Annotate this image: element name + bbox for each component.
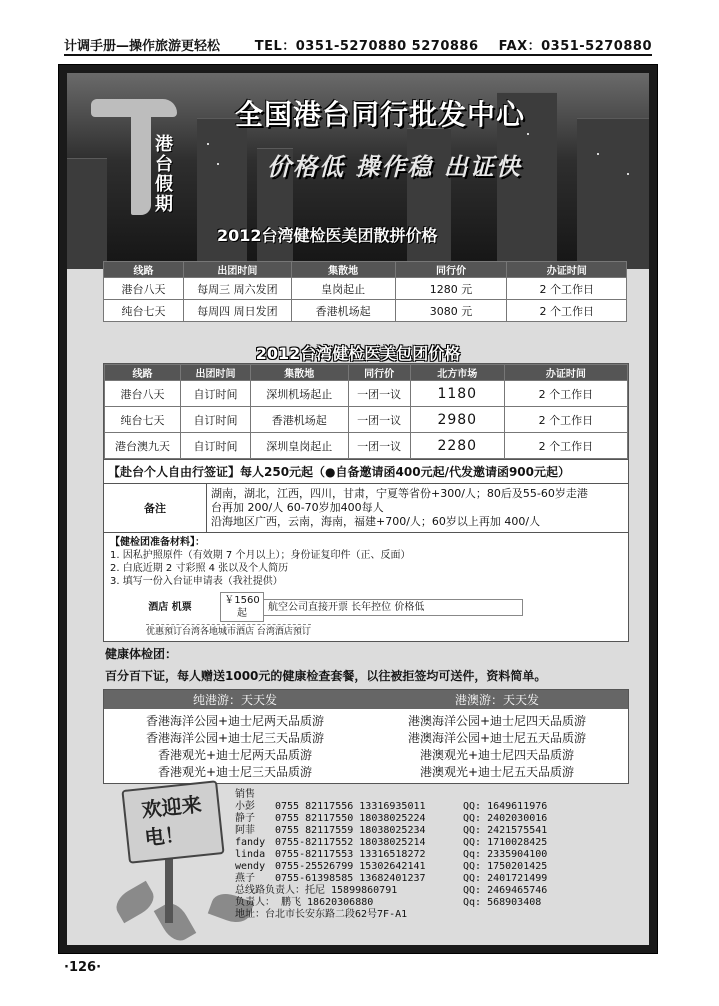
contact-phone: 0755-25526799 15302642141 [275,861,426,872]
header-tel: TEL：0351-5270880 5270886 [254,39,479,54]
table-cell: 自订时间 [180,407,250,433]
window-light [627,173,629,175]
sign-text: 欢迎来电！ [140,792,203,850]
hk-col2-title: 港澳游：天天发 [454,693,539,707]
materials-item: 1. 因私护照原件（有效期 7 个月以上）；身份证复印件（正、反面） [110,550,411,561]
list-item: 港澳观光+迪士尼四天品质游 [419,748,575,762]
materials-item: 2. 白底近期 2 寸彩照 4 张以及个人简历 [110,563,289,574]
section1-title: 2012台湾健检医美团散拼价格 [217,226,438,245]
boss-row [235,897,635,909]
contact-name: wendy [235,861,266,872]
table-cell: 2980 [410,407,504,433]
table-header-row [105,365,628,381]
list-item: 港澳海洋公园+迪士尼四天品质游 [407,714,587,728]
window-light [597,153,599,155]
hotel-price: ￥1560 起 [220,592,264,622]
table-cell: 3080 元 [395,300,507,322]
exam-heading: 健康体检团： [105,647,178,661]
private-group-box [103,363,629,642]
materials-item: 3. 填写一份入台证申请表（我社提供） [110,576,283,587]
contact-row [235,813,635,825]
contact-qq: QQ: 2402030016 [463,813,548,824]
address-row [235,909,635,921]
contact-name: 燕子 [235,873,255,884]
remark-row [104,483,628,532]
skyline-building [197,118,247,269]
contact-name: 阿菲 [235,825,255,836]
contacts-heading: 销售 [235,789,255,800]
contact-name: fandy [235,837,266,848]
table-cell: 1180 [410,381,504,407]
remark-line: 湖南，湖北，江西，四川，甘肃，宁夏等省份+300/人；80后及55-60岁走港 [211,487,588,500]
table-cell: 深圳机场起止 [250,381,348,407]
table-cell: 纯台七天 [105,407,181,433]
manager-qq: QQ: 2469465746 [463,885,548,896]
hk-tour-list [104,713,366,781]
hk-tours-box [103,689,629,784]
contact-qq: QQ: 1750201425 [463,861,548,872]
ad-frame [58,64,658,954]
column-header: 办证时间 [507,262,627,278]
hotel-ticket-row [120,592,622,622]
contact-row [235,837,635,849]
window-light [217,163,219,165]
contact-qq: Qq: 2335904100 [463,849,548,860]
remark-label: 备注 [104,484,207,532]
column-header: 线路 [104,262,184,278]
logo-t-stem [131,111,151,215]
address: 地址：台北市长安东路二段62号7F-A1 [235,909,408,920]
contact-phone: 0755 82117556 13316935011 [275,801,426,812]
column-header: 出团时间 [180,365,250,381]
contact-phone: 0755-61398585 13682401237 [275,873,426,884]
contact-name: 小彭 [235,801,255,812]
contact-phone: 0755-82117552 18038025214 [275,837,426,848]
contact-name: 静子 [235,813,255,824]
window-light [207,143,209,145]
contacts-heading-row [235,789,635,801]
table-row [104,300,627,322]
table-cell: 每周三 周六发团 [184,278,292,300]
hotel-label: 酒店 机票 [148,601,192,613]
hk-tours-header [104,690,628,709]
table-cell: 每周四 周日发团 [184,300,292,322]
section2-title: 2012台湾健检医美包团价格 [255,344,461,363]
table-cell: 港台八天 [104,278,184,300]
private-group-table [104,364,628,459]
remark-line: 台再加 200/人 60-70岁加400每人 [211,501,384,514]
window-light [527,133,529,135]
table-row [105,433,628,459]
column-header: 集散地 [291,262,395,278]
materials-heading: 【健检团准备材料】： [110,537,205,548]
table-cell: 2280 [410,433,504,459]
table-cell: 港台八天 [105,381,181,407]
hero-slogan: 价格低 操作稳 出证快 [267,153,522,181]
table-cell: 香港机场起 [250,407,348,433]
remark-text [207,484,628,532]
table-row [105,407,628,433]
hk-tours-lists [104,709,628,783]
ad-panel [67,73,649,945]
leaf-icon [111,881,159,924]
contact-row [235,849,635,861]
column-header: 办证时间 [504,365,627,381]
table-header-row [104,262,627,278]
sales-contacts [235,789,635,921]
list-item: 香港观光+迪士尼三天品质游 [157,765,313,779]
table-cell: 2 个工作日 [504,433,627,459]
table-row [104,278,627,300]
table-cell: 1280 元 [395,278,507,300]
table-cell: 自订时间 [180,433,250,459]
contact-qq: QQ: 1649611976 [463,801,548,812]
column-header: 线路 [105,365,181,381]
list-item: 香港海洋公园+迪士尼两天品质游 [145,714,325,728]
column-header: 出团时间 [184,262,292,278]
header-title: 计调手册—操作旅游更轻松 [64,39,221,54]
table-cell: 皇岗起止 [291,278,395,300]
column-header: 集散地 [250,365,348,381]
manager-line: 总线路负责人：托尼 15899860791 [235,885,398,896]
contact-phone: 0755 82117559 18038025234 [275,825,426,836]
contact-qq: QQ: 1710028425 [463,837,548,848]
header-contact [255,35,652,54]
table-cell: 2 个工作日 [504,381,627,407]
hero-banner [67,73,649,269]
header-fax: FAX：0351-5270880 [498,39,652,54]
list-item: 香港海洋公园+迪士尼三天品质游 [145,731,325,745]
contact-row [235,873,635,885]
materials-section [104,532,628,641]
table-cell: 深圳皇岗起止 [250,433,348,459]
remark-line: 沿海地区广西，云南，海南，福建+700/人；60岁以上再加 400/人 [211,515,541,528]
list-item: 港澳海洋公园+迪士尼五天品质游 [407,731,587,745]
skyline-building [577,118,649,269]
contact-row [235,861,635,873]
table-row [105,381,628,407]
table-cell: 2 个工作日 [504,407,627,433]
contact-phone: 0755-82117553 13316518272 [275,849,426,860]
group-price-table [103,261,627,322]
contact-row [235,801,635,813]
hkmacau-tour-list [366,713,628,781]
table-cell: 2 个工作日 [507,300,627,322]
leaf-icon [154,898,197,945]
logo-text: 港台假期 [155,134,173,215]
brand-logo [91,99,201,225]
column-header: 同行价 [395,262,507,278]
table-cell: 一团一议 [348,407,410,433]
manager-row [235,885,635,897]
table-cell: 一团一议 [348,433,410,459]
list-item: 香港观光+迪士尼两天品质游 [157,748,313,762]
column-header: 同行价 [348,365,410,381]
table-cell: 自订时间 [180,381,250,407]
hotel-desc: 航空公司直接开票 长年控位 价格低 [264,599,523,616]
hero-headline: 全国港台同行批发中心 [235,98,526,131]
visa-line: 【赴台个人自由行签证】每人250元起（●自备邀请函400元起/代发邀请函900元起） [104,459,628,483]
contact-row [235,825,635,837]
contact-qq: QQ: 2401721499 [463,873,548,884]
boss-line: 负责人： 鹏飞 18620306880 [235,897,374,908]
table-cell: 港台澳九天 [105,433,181,459]
table-cell: 香港机场起 [291,300,395,322]
contact-name: linda [235,849,266,860]
sign-post [165,855,173,923]
hotel-note: 优惠預订台湾各地城市酒店 台湾酒店預订 [146,624,311,639]
table-cell: 纯台七天 [104,300,184,322]
table-cell: 一团一议 [348,381,410,407]
contact-qq: QQ: 2421575541 [463,825,548,836]
list-item: 港澳观光+迪士尼五天品质游 [419,765,575,779]
page-number: ·126· [64,960,102,975]
contact-phone: 0755 82117550 18038025224 [275,813,426,824]
boss-qq: Qq: 568903408 [463,897,542,908]
table-cell: 2 个工作日 [507,278,627,300]
page-header [64,34,652,56]
hk-col1-title: 纯港游：天天发 [192,693,277,707]
exam-text: 百分百下证，每人赠送1000元的健康检查套餐，以往被拒签均可送件，资料简单。 [105,669,547,683]
column-header: 北方市场 [410,365,504,381]
